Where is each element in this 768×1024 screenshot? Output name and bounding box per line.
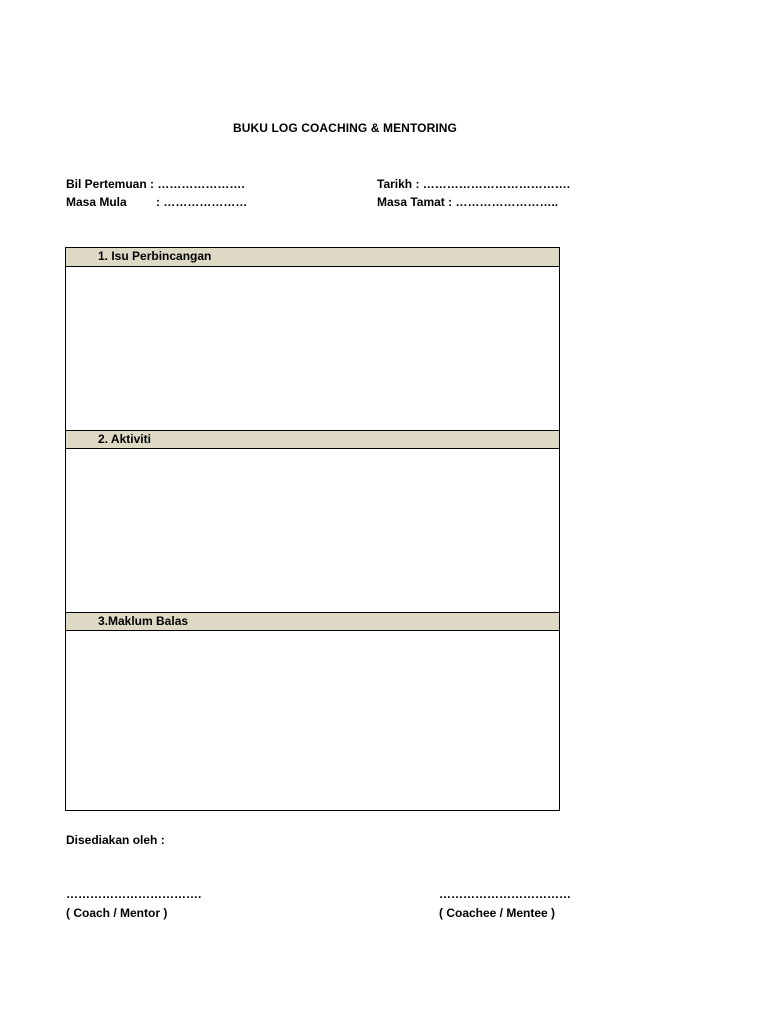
document-title: BUKU LOG COACHING & MENTORING <box>232 121 457 135</box>
section-header-aktiviti: 2. Aktiviti <box>66 430 559 449</box>
section-header-maklum-balas: 3.Maklum Balas <box>66 612 559 631</box>
tarikh-field: Tarikh : ………………………………. <box>377 177 571 191</box>
masa-mula-label: Masa Mula <box>66 195 127 209</box>
section-header-isu-perbincangan: 1. Isu Perbincangan <box>66 248 559 267</box>
bil-pertemuan-field: Bil Pertemuan : …………………. <box>66 177 245 191</box>
coachee-signature-line: …………………………… <box>439 887 571 901</box>
masa-mula-value: : ………………… <box>156 195 248 209</box>
section-body-maklum-balas <box>66 631 559 810</box>
masa-tamat-field: Masa Tamat : …………………….. <box>377 195 559 209</box>
coach-signature-line: ……………………………. <box>66 887 202 901</box>
coach-mentor-label: ( Coach / Mentor ) <box>66 906 168 920</box>
log-form-table <box>65 247 560 811</box>
prepared-by-label: Disediakan oleh : <box>66 833 165 847</box>
section-body-isu-perbincangan <box>66 267 559 431</box>
section-body-aktiviti <box>66 449 559 612</box>
coachee-mentee-label: ( Coachee / Mentee ) <box>439 906 556 920</box>
